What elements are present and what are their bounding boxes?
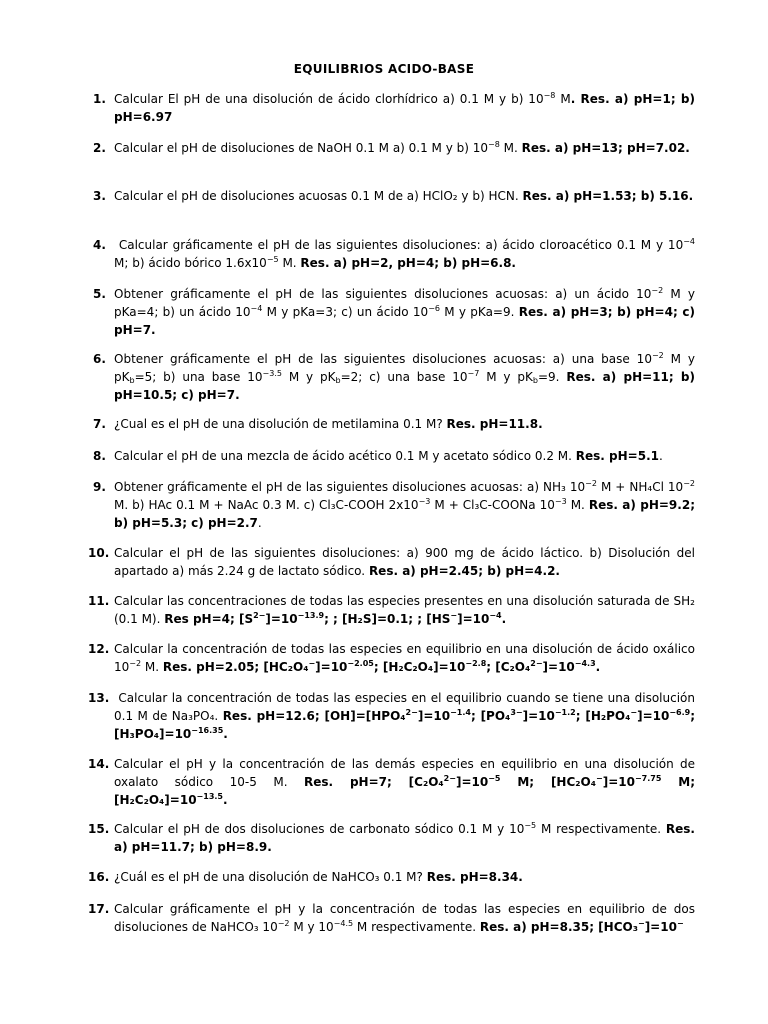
problem-text: Calcular el pH y la concentración de las demás especies en equilibrio en una disolución de oxalato sódico 10-5 M. Res. pH=7; $[C_2O_4^{2-}]=10^{-5}$ M; $[HC_2O_4^-]=10^{-7.75}$ M; $[H_2C_2O_4]=10^{-13.5}$. [114, 757, 696, 807]
problem-text: ¿Cual es el pH de una disolución de metilamina 0.1 M? Res. pH=11.8. [114, 417, 543, 431]
problem-number: 13. [88, 691, 110, 705]
problem-15 [88, 820, 695, 856]
problem-text: Calcular gráficamente el pH de las siguientes disoluciones: a) ácido cloroacético 0.1 M y $10^{-4}$ M; b) ácido bórico $1.6x10^{-5}$ M. Res. a) pH=2, pH=4; b) pH=6.8. [114, 237, 695, 270]
problem-number: 8. [93, 449, 106, 463]
problem-text: Calcular El pH de una disolución de ácido clorhídrico a) 0.1 M y b) $10^{-8}$ M. Res. a) pH=1; b) pH=6.97 [114, 91, 696, 124]
problem-number: 3. [93, 189, 106, 203]
problem-text: Calcular la concentración de todas las especies en el equilibrio cuando se tiene una disolución 0.1 M de Na₃PO₄. Res. pH=12.6; $[OH]=[HPO_4^{2-}]=10^{-1.4}$; $[PO_4^{3-}]=10^{-1.2}$; $[H_2PO_4^-]=10^{-6.9}$; $[H_3PO_4]=10^{-16.35}$. [114, 691, 696, 741]
problem-text: Obtener gráficamente el pH de las siguientes disoluciones acuosas: a) un ácido $10^{-2}$ M y pKa=4; b) un ácido $10^{-4}$ M y pKa=3; c) un ácido $10^{-6}$ M y pKa=9. Res. a) pH=3; b) pH=4; c) pH=7. [114, 286, 695, 337]
problem-11 [88, 592, 695, 628]
problem-16 [88, 868, 695, 886]
problem-number: 16. [88, 870, 110, 884]
problem-12 [88, 640, 695, 676]
problem-number: 11. [88, 594, 110, 608]
problem-text: Calcular gráficamente el pH y la concentración de todas las especies en equilibrio de dos disoluciones de NaHCO₃ $10^{-2}$ M y $10^{-4.5}$ M respectivamente. Res. a) pH=8.35; [HCO₃−]=10− [114, 902, 695, 934]
problem-number: 4. [93, 238, 106, 252]
problem-text: Calcular el pH de disoluciones acuosas 0.1 M de a) HClO₂ y b) HCN. Res. a) pH=1.53; b) 5.16. [114, 189, 694, 203]
problem-text: Calcular el pH de disoluciones de NaOH 0.1 M a) 0.1 M y b) $10^{-8}$ M. Res. a) pH=13; pH=7.02. [114, 140, 690, 155]
problem-number: 10. [88, 546, 110, 560]
problem-number: 7. [93, 417, 106, 431]
problem-number: 15. [88, 822, 110, 836]
problem-number: 6. [93, 352, 106, 366]
problem-number: 9. [93, 480, 106, 494]
problem-text: Obtener gráficamente el pH de las siguientes disoluciones acuosas: a) una base $10^{-2}$ M y $pK_b=5$; b) una base $10^{-3.5}$ M y $pK_b=2$; c) una base $10^{-7}$ M y $pK_b=9$. Res. a) pH=11; b) pH=10.5; c) pH=7. [114, 351, 695, 402]
problem-number: 17. [88, 902, 110, 916]
problem-text: Calcular el pH de una mezcla de ácido acético 0.1 M y acetato sódico 0.2 M. Res. pH=5.1. [114, 449, 663, 463]
problem-14 [88, 755, 696, 809]
problem-6 [93, 350, 695, 404]
problem-10 [88, 544, 695, 580]
problem-text: Calcular el pH de dos disoluciones de carbonato sódico 0.1 M y $10^{-5}$ M respectivamente. Res. a) pH=11.7; b) pH=8.9. [114, 821, 695, 854]
problem-1 [93, 90, 696, 126]
problem-7 [93, 415, 695, 433]
problem-2 [93, 139, 695, 157]
problem-3 [93, 187, 695, 205]
problem-text: Calcular el pH de las siguientes disoluciones: a) 900 mg de ácido láctico. b) Disolución del apartado a) más 2.24 g de lactato sódico. Res. a) pH=2.45; b) pH=4.2. [114, 546, 695, 578]
problem-text: Calcular las concentraciones de todas las especies presentes en una disolución saturada de SH₂ (0.1 M). Res pH=4; $[S^{2-}]=10^{-13.9}$; ; [H₂S]=0.1; ; $[HS^-]=10^{-4}$. [114, 594, 695, 626]
problem-9 [93, 478, 695, 532]
problem-text: Calcular la concentración de todas las especies en equilibrio en una disolución de ácido oxálico $10^{-2}$ M. Res. pH=2.05; $[HC_2O_4^-]=10^{-2.05}$; $[H_2C_2O_4]=10^{-2.8}$; $[C_2O_4^{2-}]=10^{-4.3}$. [114, 642, 695, 674]
problem-number: 14. [88, 757, 110, 771]
problem-number: 5. [93, 287, 106, 301]
document-title: EQUILIBRIOS ACIDO-BASE [293, 62, 475, 76]
problem-13 [88, 689, 696, 743]
problem-17 [88, 900, 695, 936]
problem-5 [93, 285, 695, 339]
problem-number: 12. [88, 642, 110, 656]
problem-number: 1. [93, 92, 106, 106]
problem-8 [93, 447, 695, 465]
problem-4 [93, 236, 695, 272]
problem-text: ¿Cuál es el pH de una disolución de NaHCO₃ 0.1 M? Res. pH=8.34. [114, 870, 523, 884]
problem-text: Obtener gráficamente el pH de las siguientes disoluciones acuosas: a) NH₃ $10^{-2}$ M + NH₄Cl $10^{-2}$ M. b) HAc 0.1 M + NaAc 0.3 M. c) Cl₃C-COOH $2x10^{-3}$ M + Cl₃C-COONa $10^{-3}$ M. Res. a) pH=9.2; b) pH=5.3; c) pH=2.7. [114, 479, 695, 530]
problem-number: 2. [93, 141, 106, 155]
